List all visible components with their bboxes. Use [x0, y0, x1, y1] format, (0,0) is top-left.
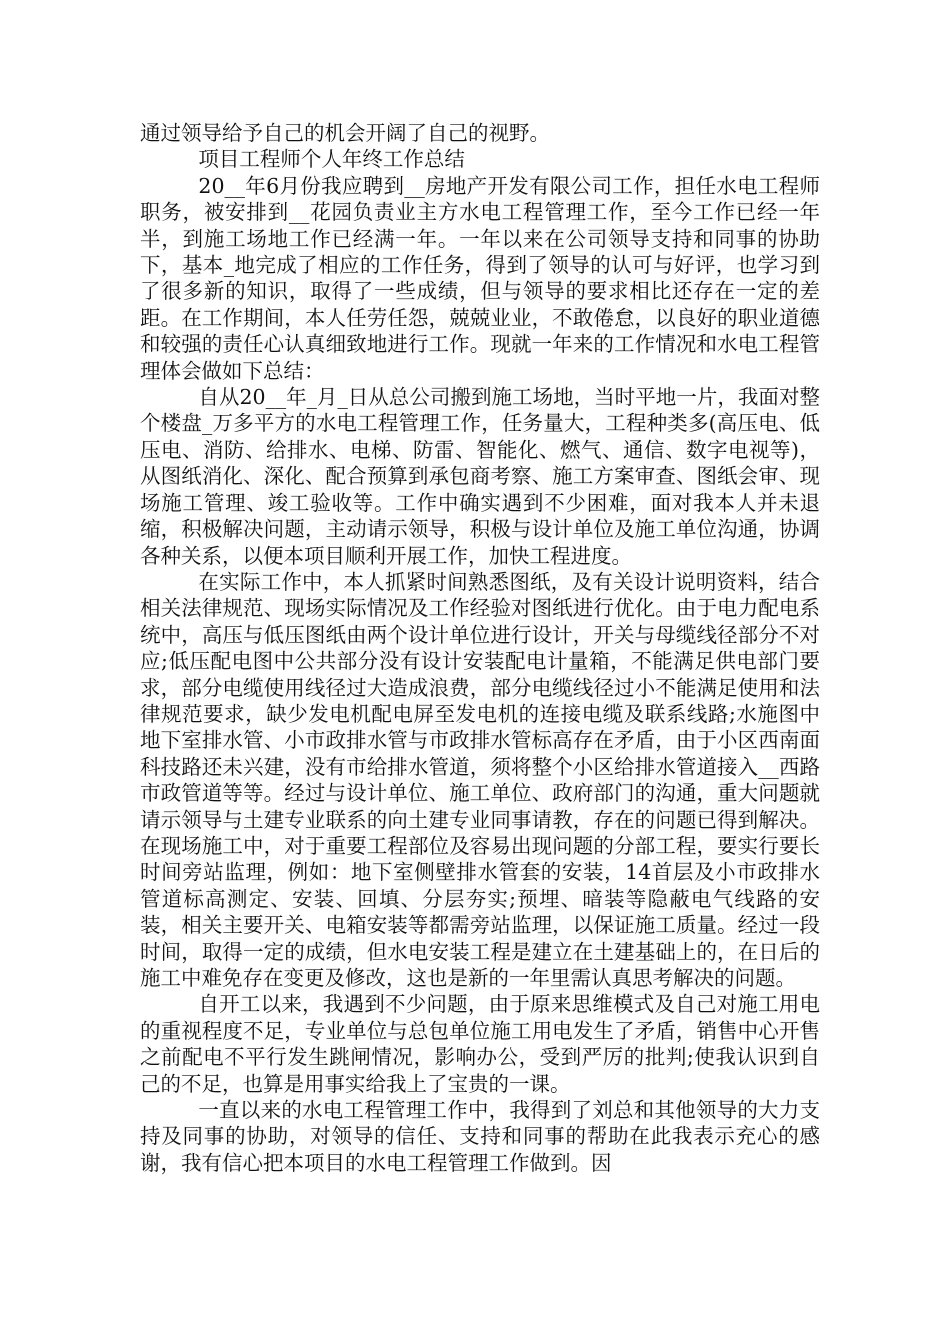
paragraph: 自从20__年_月_日从总公司搬到施工场地，当时平地一片，我面对整个楼盘_万多平方的水电工程管理工作，任务量大，工程种类多(高压电、低压电、消防、给排水、电梯、防雷、智能化、燃气、通信、数字电视等)，从图纸消化、深化、配合预算到承包商考察、施工方案审查、图纸会审、现场施工管理、竣工验收等。工作中确实遇到不少困难，面对我本人并未退缩，积极解决问题，主动请示领导，积极与设计单位及施工单位沟通，协调各种关系，以便本项目顺利开展工作，加快工程进度。	[140, 385, 820, 568]
section-heading: 项目工程师个人年终工作总结	[198, 147, 465, 172]
paragraph: 一直以来的水电工程管理工作中，我得到了刘总和其他领导的大力支持及同事的协助，对领导的信任、支持和同事的帮助在此我表示充心的感谢，我有信心把本项目的水电工程管理工作做到。因	[140, 1098, 820, 1175]
document-body	[140, 120, 820, 1176]
paragraph: 在实际工作中，本人抓紧时间熟悉图纸，及有关设计说明资料，结合相关法律规范、现场实际情况及工作经验对图纸进行优化。由于电力配电系统中，高压与低压图纸由两个设计单位进行设计，开关与母缆线径部分不对应;低压配电图中公共部分没有设计安装配电计量箱，不能满足供电部门要求，部分电缆使用线径过大造成浪费，部分电缆线径过小不能满足使用和法律规范要求，缺少发电机配电屏至发电机的连接电缆及联系线路;水施图中地下室排水管、小市政排水管与市政排水管标高存在矛盾，由于小区西南面科技路还未兴建，没有市给排水管道，须将整个小区给排水管道接入__西路市政管道等等。经过与设计单位、施工单位、政府部门的沟通，重大问题就请示领导与土建专业联系的向土建专业同事请教，存在的问题已得到解决。在现场施工中，对于重要工程部位及容易出现问题的分部工程，要实行要长时间旁站监理，例如：地下室侧壁排水管套的安装，14首层及小市政排水管道标高测定、安装、回填、分层夯实;预埋、暗装等隐蔽电气线路的安装，相关主要开关、电箱安装等都需旁站监理，以保证施工质量。经过一段时间，取得一定的成绩，但水电安装工程是建立在土建基础上的，在日后的施工中难免存在变更及修改，这也是新的一年里需认真思考解决的问题。	[140, 569, 820, 990]
paragraph: 自开工以来，我遇到不少问题，由于原来思维模式及自己对施工用电的重视程度不足，专业单位与总包单位施工用电发生了矛盾，销售中心开售之前配电不平行发生跳闸情况，影响办公，受到严厉的批判;使我认识到自己的不足，也算是用事实给我上了宝贵的一课。	[140, 992, 820, 1096]
paragraph-continuation: 通过领导给予自己的机会开阔了自己的视野。	[140, 121, 550, 145]
paragraph: 20__年6月份我应聘到__房地产开发有限公司工作，担任水电工程师职务，被安排到__花园负责业主方水电工程管理工作，至今工作已经一年半，到施工场地工作已经满一年。一年以来在公司领导支持和同事的协助下，基本_地完成了相应的工作任务，得到了领导的认可与好评，也学习到了很多新的知识，取得了一些成绩，但与领导的要求相比还存在一定的差距。在工作期间，本人任劳任怨，兢兢业业，不敢倦怠，以良好的职业道德和较强的责任心认真细致地进行工作。现就一年来的工作情况和水电工程管理体会做如下总结：	[140, 173, 820, 383]
